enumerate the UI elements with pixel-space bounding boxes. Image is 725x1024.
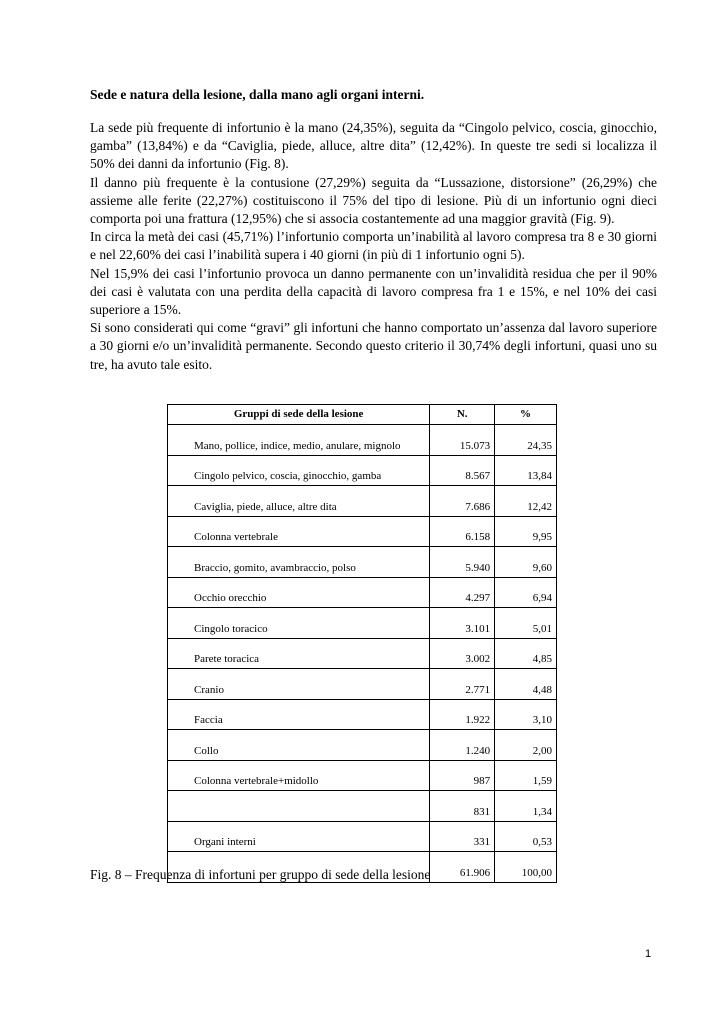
table-row: [168, 730, 557, 761]
section-heading: Sede e natura della lesione, dalla mano agli organi interni.: [90, 87, 425, 102]
row-count: 15.073: [430, 425, 495, 456]
page-number: 1: [645, 948, 652, 960]
table-row: [168, 760, 557, 791]
figure-caption: Fig. 8 – Frequenza di infortuni per gruppo di sede della lesione: [90, 867, 431, 882]
paragraph: La sede più frequente di infortunio è la mano (24,35%), seguita da “Cingolo pelvico, coscia, ginocchio, gamba” (13,84%) e da “Caviglia, piede, alluce, altre dita” (12,42%). In queste tre sedi si localizza il 50% dei danni da infortunio (Fig. 8).: [90, 120, 657, 172]
table-row: [168, 455, 557, 486]
row-count: 1.240: [430, 730, 495, 761]
row-count: 331: [430, 821, 495, 852]
table-row: [168, 577, 557, 608]
row-label: Organi interni: [168, 821, 430, 852]
row-percent: 2,00: [495, 730, 557, 761]
row-percent: 9,95: [495, 516, 557, 547]
row-percent: 0,53: [495, 821, 557, 852]
row-percent: 9,60: [495, 547, 557, 578]
row-count: 8.567: [430, 455, 495, 486]
row-label: Braccio, gomito, avambraccio, polso: [168, 547, 430, 578]
total-percent: 100,00: [495, 852, 557, 883]
row-percent: 3,10: [495, 699, 557, 730]
row-label: Caviglia, piede, alluce, altre dita: [168, 486, 430, 517]
row-percent: 1,34: [495, 791, 557, 822]
total-count: 61.906: [430, 852, 495, 883]
row-label: Cingolo pelvico, coscia, ginocchio, gamba: [168, 455, 430, 486]
row-percent: 24,35: [495, 425, 557, 456]
table-row: [168, 699, 557, 730]
row-count: 2.771: [430, 669, 495, 700]
paragraph: Nel 15,9% dei casi l’infortunio provoca un danno permanente con un’invalidità residua che per il 90% dei casi è valutata con una perdita della capacità di lavoro compresa fra 1 e 15%, e nel 10% dei casi superiore a 15%.: [90, 265, 657, 318]
table-row: [168, 608, 557, 639]
row-label: Cranio: [168, 669, 430, 700]
row-count: 4.297: [430, 577, 495, 608]
row-count: 1.922: [430, 699, 495, 730]
row-label: Mano, pollice, indice, medio, anulare, mignolo: [168, 425, 430, 456]
row-label: Cingolo toracico: [168, 608, 430, 639]
row-count: 7.686: [430, 486, 495, 517]
row-count: 6.158: [430, 516, 495, 547]
row-count: 987: [430, 760, 495, 791]
table-row: [168, 821, 557, 852]
body-text: [90, 119, 657, 374]
injury-site-table: [167, 404, 557, 883]
row-label: Collo: [168, 730, 430, 761]
row-count: 3.002: [430, 638, 495, 669]
table-row: [168, 486, 557, 517]
table-header-row: [168, 405, 557, 425]
table-row: [168, 638, 557, 669]
row-label: Colonna vertebrale: [168, 516, 430, 547]
row-percent: 4,48: [495, 669, 557, 700]
row-percent: 5,01: [495, 608, 557, 639]
paragraph: In circa la metà dei casi (45,71%) l’infortunio comporta un’inabilità al lavoro compresa tra 8 e 30 giorni e nel 22,60% dei casi l’inabilità supera i 40 giorni (in più di 1 infortunio ogni 5).: [90, 229, 657, 263]
table-row: [168, 669, 557, 700]
row-percent: 13,84: [495, 455, 557, 486]
row-label: [168, 791, 430, 822]
row-count: 831: [430, 791, 495, 822]
column-header-percent: %: [495, 405, 557, 425]
paragraph: Il danno più frequente è la contusione (27,29%) seguita da “Lussazione, distorsione” (26,29%) che assieme alle ferite (22,27%) costituiscono il 75% del tipo di lesione. Più di un infortunio ogni dieci comporta poi una frattura (12,95%) che si associa costantemente ad una maggior gravità (Fig. 9).: [90, 174, 657, 227]
table-row: [168, 516, 557, 547]
row-label: Colonna vertebrale+midollo: [168, 760, 430, 791]
table-row: [168, 547, 557, 578]
table-row: [168, 425, 557, 456]
row-percent: 4,85: [495, 638, 557, 669]
row-label: Parete toracica: [168, 638, 430, 669]
row-label: Occhio orecchio: [168, 577, 430, 608]
row-count: 5.940: [430, 547, 495, 578]
row-percent: 1,59: [495, 760, 557, 791]
row-count: 3.101: [430, 608, 495, 639]
column-header-group: Gruppi di sede della lesione: [168, 405, 430, 425]
row-percent: 12,42: [495, 486, 557, 517]
table-row: [168, 791, 557, 822]
row-label: Faccia: [168, 699, 430, 730]
column-header-count: N.: [430, 405, 495, 425]
paragraph: Si sono considerati qui come “gravi” gli infortuni che hanno comportato un’assenza dal lavoro superiore a 30 giorni e/o un’invalidità permanente. Secondo questo criterio il 30,74% degli infortuni, quasi uno su tre, ha avuto tale esito.: [90, 320, 657, 372]
row-percent: 6,94: [495, 577, 557, 608]
